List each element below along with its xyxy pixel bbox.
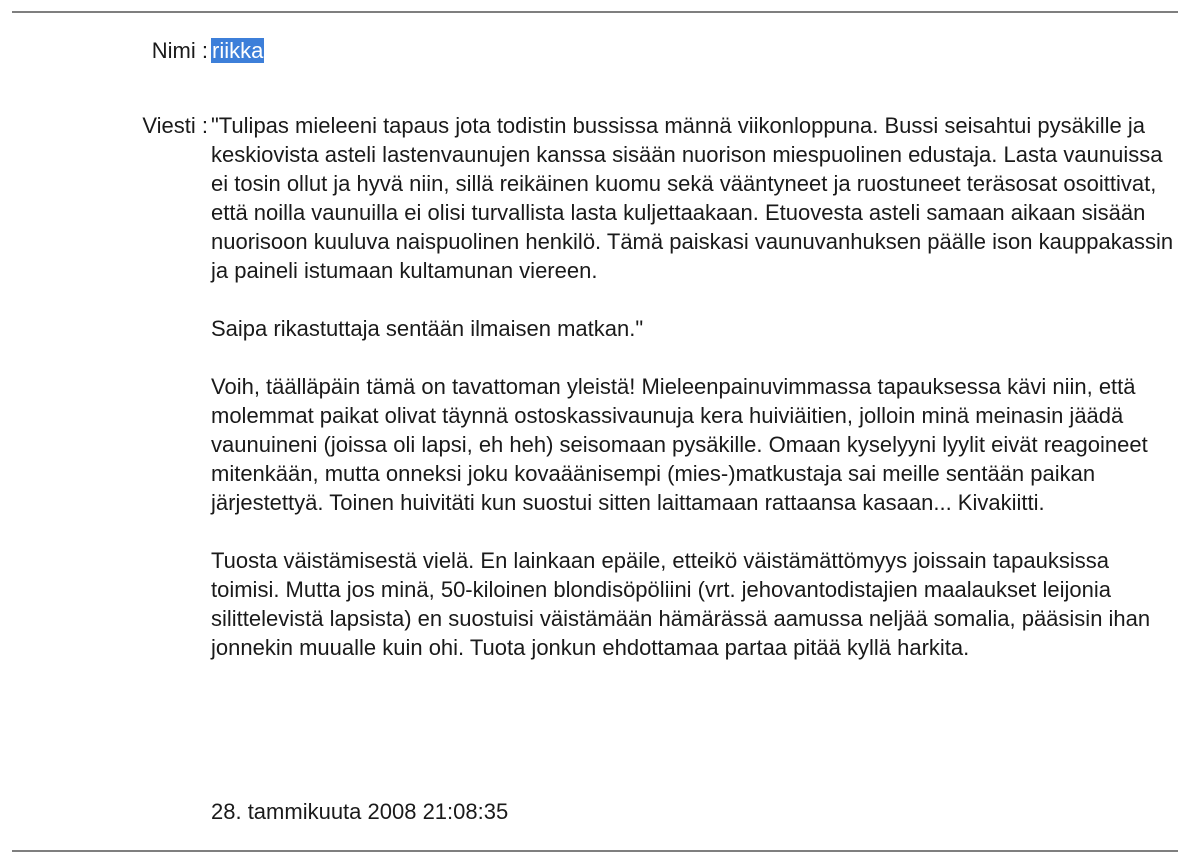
message-body [211,111,1179,691]
bottom-divider [12,850,1178,852]
message-paragraph-2: Saipa rikastuttaja sentään ilmaisen matkan." [211,316,644,341]
selected-name-text[interactable]: riikka [212,38,264,63]
name-label: Nimi : [151,38,208,63]
message-paragraph-3: Voih, täälläpäin tämä on tavattoman yleistä! Mieleenpainuvimmassa tapauksessa kävi niin, että molemmat paikat olivat täynnä ostoskassivaunuja kera huiviäitien, jolloin minä meinasin jäädä vaunuineni (joissa oli lapsi, eh heh) seisomaan pysäkille. Omaan kyselyyni lyylit eivät reagoineet mitenkään, mutta onneksi joku kovaäänisempi (mies-)matkustaja sai meille sentään paikan järjestettyä. Toinen huivitäti kun suostui sitten laittamaan rattaansa kasaan... Kivakiitti. [211,374,1148,515]
top-divider [12,11,1178,13]
message-paragraph-4: Tuosta väistämisestä vielä. En lainkaan epäile, etteikö väistämättömyys joissain tapauksissa toimisi. Mutta jos minä, 50-kiloinen blondisöpöliini (vrt. jehovantodistajien maalaukset leijonia silittelevistä lapsista) en suostuisi väistämään hämärässä aamussa neljää somalia, pääsisin ihan jonnekin muualle kuin ohi. Tuota jonkun ehdottamaa partaa pitää kyllä harkita. [211,548,1151,660]
post-timestamp: 28. tammikuuta 2008 21:08:35 [211,799,509,824]
message-label: Viesti : [142,113,208,138]
message-paragraph-1: "Tulipas mieleeni tapaus jota todistin bussissa männä viikonloppuna. Bussi seisahtui pysäkille ja keskiovista asteli lastenvaunujen kanssa sisään nuorison miespuolinen edustaja. Lasta vaunuissa ei tosin ollut ja hyvä niin, sillä reikäinen kuomu sekä vääntyneet ja ruostuneet teräsosat osoittivat, että noilla vaunuilla ei olisi turvallista lasta kuljettaakaan. Etuovesta asteli samaan aikaan sisään nuorisoon kuuluva naispuolinen henkilö. Tämä paiskasi vaunuvanhuksen päälle ison kauppakassin ja paineli istumaan kultamunan viereen. [211,113,1174,283]
name-value [211,36,264,65]
